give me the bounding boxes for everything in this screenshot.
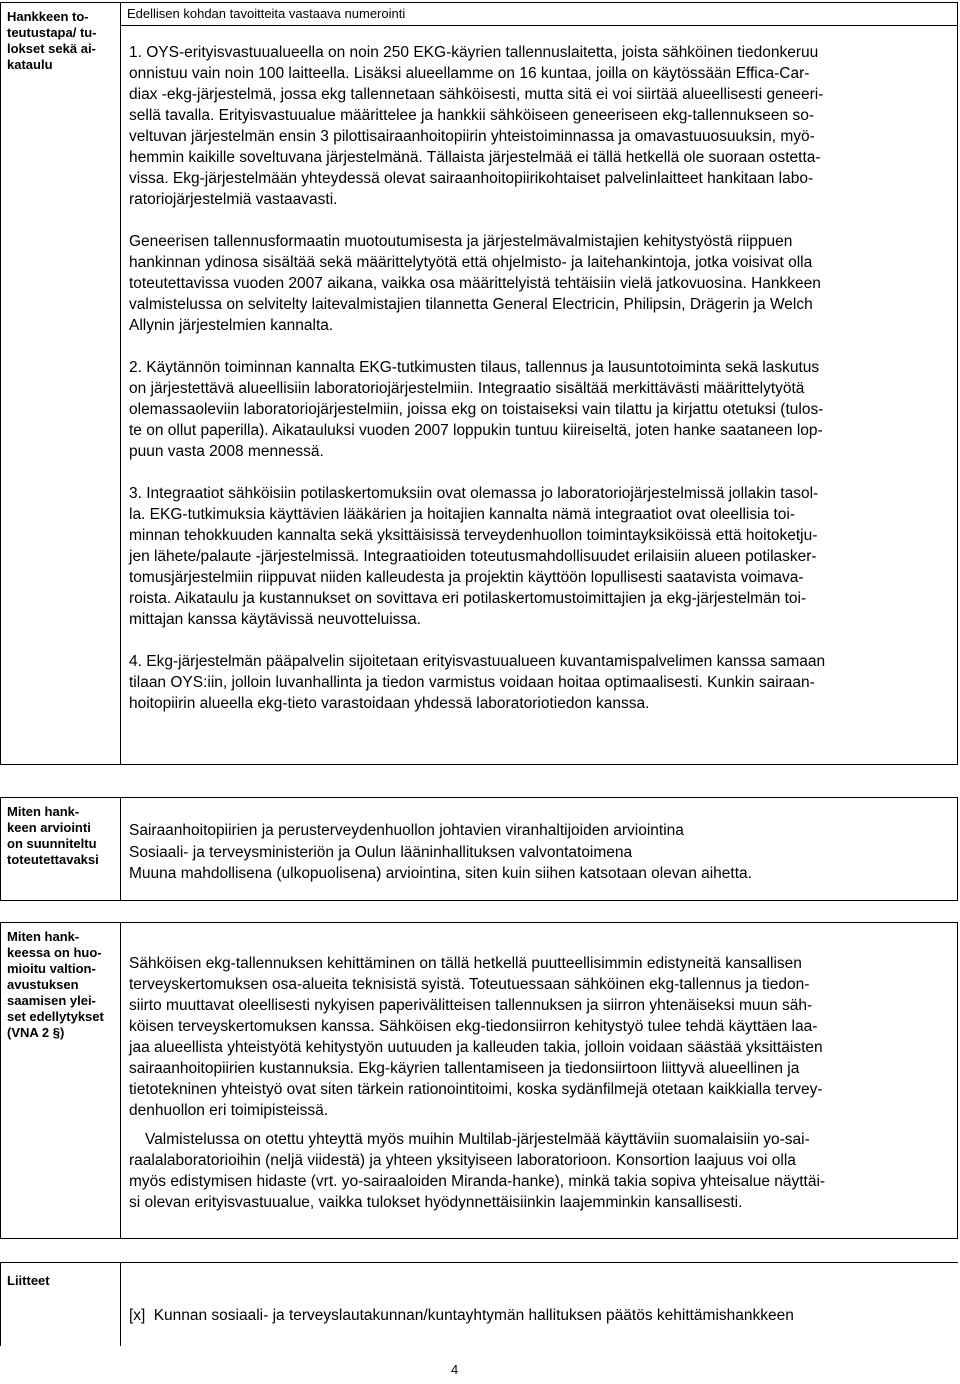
evaluation-line: Sairaanhoitopiirien ja perusterveydenhuollon johtavien viranhaltijoiden arviointina bbox=[129, 822, 684, 839]
text-line: jen lähete/palaute -järjestelmissä. Integraatioiden toteutusmahdollisuudet erilaisiin alueen potilasker- bbox=[129, 548, 817, 565]
text-line: minnan tehokkuuden kannalta sekä yksittäisissä terveydenhuollon toimintayksiköissä että hoitoketju- bbox=[129, 527, 818, 544]
text-line: hemmin kaikille soveltuvana järjestelmänä. Tällaista järjestelmää ei tällä hetkellä ole suoraan ostetta- bbox=[129, 149, 821, 166]
label-line: set edellytykset bbox=[7, 1009, 104, 1024]
evaluation-text bbox=[129, 820, 943, 885]
text-line: tietotekninen yhteistyö ovat siten tärkein rationointitoimi, koska sydänfilmejä otetaan kaikkialla tervey- bbox=[129, 1081, 823, 1098]
paragraph-1 bbox=[129, 953, 943, 1121]
paragraph-5 bbox=[129, 651, 943, 714]
text-line: hankinnan ydinosa sisältää sekä määrittelytyötä että ohjelmisto- ja laitehankintoja, jotka voisivat olla bbox=[129, 254, 813, 271]
attachments-text bbox=[129, 1305, 944, 1326]
label-line: keessa on huo- bbox=[7, 945, 102, 960]
label-line: kataulu bbox=[7, 57, 53, 72]
text-line: 4. Ekg-järjestelmän pääpalvelin sijoitetaan erityisvastuualueen kuvantamispalvelimen kanssa samaan bbox=[129, 653, 826, 670]
evaluation-line: Muuna mahdollisena (ulkopuolisena) arviointina, siten kuin siihen katsotaan olevan aihetta. bbox=[129, 865, 752, 882]
text-line: jaa alueellista yhteistyötä kehitystyön uutuuden ja kalleuden takia, jolloin voidaan säästää yksittäisten bbox=[129, 1039, 823, 1056]
label-grant-conditions bbox=[1, 923, 121, 1238]
text-line: myös edistymisen hidaste (vrt. yo-sairaaloiden Miranda-hanke), minkä takia sopiva yhteisalue näyttäi- bbox=[129, 1173, 826, 1190]
label-attachments bbox=[1, 1263, 121, 1346]
label-line: saamisen ylei- bbox=[7, 993, 96, 1008]
label-line: (VNA 2 §) bbox=[7, 1025, 65, 1040]
label-line: avustuksen bbox=[7, 977, 79, 992]
numbering-header-cell bbox=[121, 3, 957, 26]
label-line: lokset sekä ai- bbox=[7, 41, 96, 56]
evaluation-line: Sosiaali- ja terveysministeriön ja Oulun lääninhallituksen valvontatoimena bbox=[129, 843, 633, 861]
label-line: toteutettavaksi bbox=[7, 852, 99, 867]
label-line: teutustapa/ tu- bbox=[7, 25, 97, 40]
attachment-checkbox[interactable]: [x] bbox=[129, 1307, 146, 1324]
text-line: Valmistelussa on otettu yhteyttä myös muihin Multilab-järjestelmää käyttäviin suomalaisiin yo-sai- bbox=[145, 1131, 810, 1148]
text-line: denhuollon eri toimipisteissä. bbox=[129, 1102, 329, 1119]
text-line: diax -ekg-järjestelmä, jossa ekg tallennetaan sähköisesti, mutta sitä ei voi siirtää alueellisesti geneeri- bbox=[129, 86, 824, 103]
text-line: 3. Integraatiot sähköisiin potilaskertomuksiin ovat olemassa jo laboratoriojärjestelmissä jollakin tasol- bbox=[129, 485, 819, 502]
page-number: 4 bbox=[451, 1362, 459, 1377]
label-line: mioitu valtion- bbox=[7, 961, 96, 976]
grant-conditions-text bbox=[129, 953, 943, 1213]
label-line: Liitteet bbox=[7, 1273, 50, 1288]
text-line: si olevan erityisvastuualue, vaikka tulokset hyödynnettäisiinkin laajemminkin kansallisesti. bbox=[129, 1194, 743, 1211]
text-line: la. EKG-tutkimuksia käyttävien lääkärien ja hoitajien kannalta nämä integraatiot ovat oleellisia toi- bbox=[129, 506, 795, 523]
text-line: hoitopiirin alueella ekg-tieto varastoidaan yhdessä laboratoriotiedon kanssa. bbox=[129, 695, 650, 712]
text-line: raalalaboratorioihin (neljä viidestä) ja yhteen yksityiseen laboratorioon. Konsortion laajuus voi olla bbox=[129, 1152, 796, 1169]
paragraph-3 bbox=[129, 357, 943, 462]
label-line: Hankkeen to- bbox=[7, 9, 89, 24]
text-line: valmistelussa on selvitelty laitevalmistajien tilannetta General Electricin, Philipsin, Drägerin ja Welch bbox=[129, 296, 813, 313]
paragraph-4 bbox=[129, 483, 943, 630]
text-line: puun vasta 2008 mennessä. bbox=[129, 443, 324, 460]
text-line: tomusjärjestelmiin riippuvat niiden kalleudesta ja projektin käyttöön lopullisesti saatavista voimava- bbox=[129, 569, 804, 586]
paragraph-2 bbox=[129, 231, 943, 336]
text-line: sellä tavalla. Erityisvastuualue määrittelee ja hankkii sähköiseen geneeriseen ekg-tallennukseen so- bbox=[129, 107, 814, 124]
section-grant-conditions bbox=[0, 922, 958, 1239]
text-line: onnistuu vain noin 100 laitteella. Lisäksi alueellamme on 16 kuntaa, joilla on käytössään Effica-Car- bbox=[129, 65, 810, 82]
label-line: keen arviointi bbox=[7, 820, 91, 835]
label-implementation bbox=[1, 3, 121, 764]
numbering-header: Edellisen kohdan tavoitteita vastaava numerointi bbox=[127, 6, 406, 21]
text-line: Allynin järjestelmien kannalta. bbox=[129, 317, 334, 334]
text-line: köisen terveyskertomuksen kanssa. Sähköisen ekg-tiedonsiirron kehitystyö tulee tehdä käyttäen laa- bbox=[129, 1018, 818, 1035]
text-line: tilaan OYS:iin, jolloin luvanhallinta ja tiedon varmistus voidaan hoitaa optimaalisesti. Kunkin sairaan- bbox=[129, 674, 815, 691]
text-line: terveyskertomuksen osa-alueita teknisistä syistä. Toteutuessaan sähköinen ekg-tallennus ja tiedon- bbox=[129, 976, 810, 993]
label-line: Miten hank- bbox=[7, 804, 80, 819]
paragraph-2 bbox=[129, 1129, 943, 1213]
text-line: toteutettavissa vuoden 2007 aikana, vaikka osa määrittelyistä tehtäisiin vielä jatkovuosina. Hankkeen bbox=[129, 275, 821, 292]
text-line: ratoriojärjestelmiä vastaavasti. bbox=[129, 191, 338, 208]
text-line: Geneerisen tallennusformaatin muotoutumisesta ja järjestelmävalmistajien kehitystyöstä riippuen bbox=[129, 233, 793, 250]
text-line: roista. Aikataulu ja kustannukset on sovittava eri potilaskertomustoimittajien ja ekg-järjestelmän toi- bbox=[129, 590, 807, 607]
text-line: veltuvan järjestelmän ensin 3 pilottisairaanhoitopiirin yhteistoiminnassa ja omavastuuosuuksin, myö- bbox=[129, 128, 815, 145]
text-line: on järjestettävä alueellisiin laboratoriojärjestelmiin. Integraatio sisältää merkittävästi määrittelytyötä bbox=[129, 380, 805, 397]
text-line: 1. OYS-erityisvastuualueella on noin 250 EKG-käyrien tallennuslaitetta, joista sähköinen tiedonkeruu bbox=[129, 44, 819, 61]
text-line: olemassaoleviin laboratoriojärjestelmiin, joissa ekg on toistaiseksi vain tilattu ja kirjattu otetuksi (tulos- bbox=[129, 401, 824, 418]
label-line: Miten hank- bbox=[7, 929, 80, 944]
label-line: on suunniteltu bbox=[7, 836, 97, 851]
text-line: 2. Käytännön toiminnan kannalta EKG-tutkimusten tilaus, tallennus ja lausuntotoiminta sekä laskutus bbox=[129, 359, 820, 376]
text-line: siirto muuttavat oleellisesti nykyisen paperivälitteisen tallennuksen ja siirron yhtenäiseksi muun säh- bbox=[129, 997, 813, 1014]
text-line: mittajan kanssa käytävissä neuvotteluissa. bbox=[129, 611, 422, 628]
attachment-item: Kunnan sosiaali- ja terveyslautakunnan/kuntayhtymän hallituksen päätös kehittämishankkeen bbox=[153, 1307, 794, 1324]
text-line: sairaanhoitopiirien kustannuksia. Ekg-käyrien tallentamiseen ja tiedonsiirtoon liittyvä alueellinen ja bbox=[129, 1060, 800, 1077]
text-line: Sähköisen ekg-tallennuksen kehittäminen on tällä hetkellä puutteellisimmin edistyneitä kansallisen bbox=[129, 955, 802, 972]
text-line: vissa. Ekg-järjestelmään yhteydessä olevat sairaanhoitopiirikohtaiset palvelinlaitteet hankitaan labo- bbox=[129, 170, 814, 187]
section-attachments bbox=[0, 1262, 958, 1346]
paragraph-1 bbox=[129, 42, 943, 210]
section-implementation bbox=[0, 2, 958, 765]
label-evaluation bbox=[1, 798, 121, 900]
text-line: te on ollut paperilla). Aikatauluksi vuoden 2007 loppukin tuntuu kiireiseltä, joten hanke saataneen lop- bbox=[129, 422, 823, 439]
section-evaluation bbox=[0, 797, 958, 901]
implementation-text bbox=[129, 42, 943, 714]
